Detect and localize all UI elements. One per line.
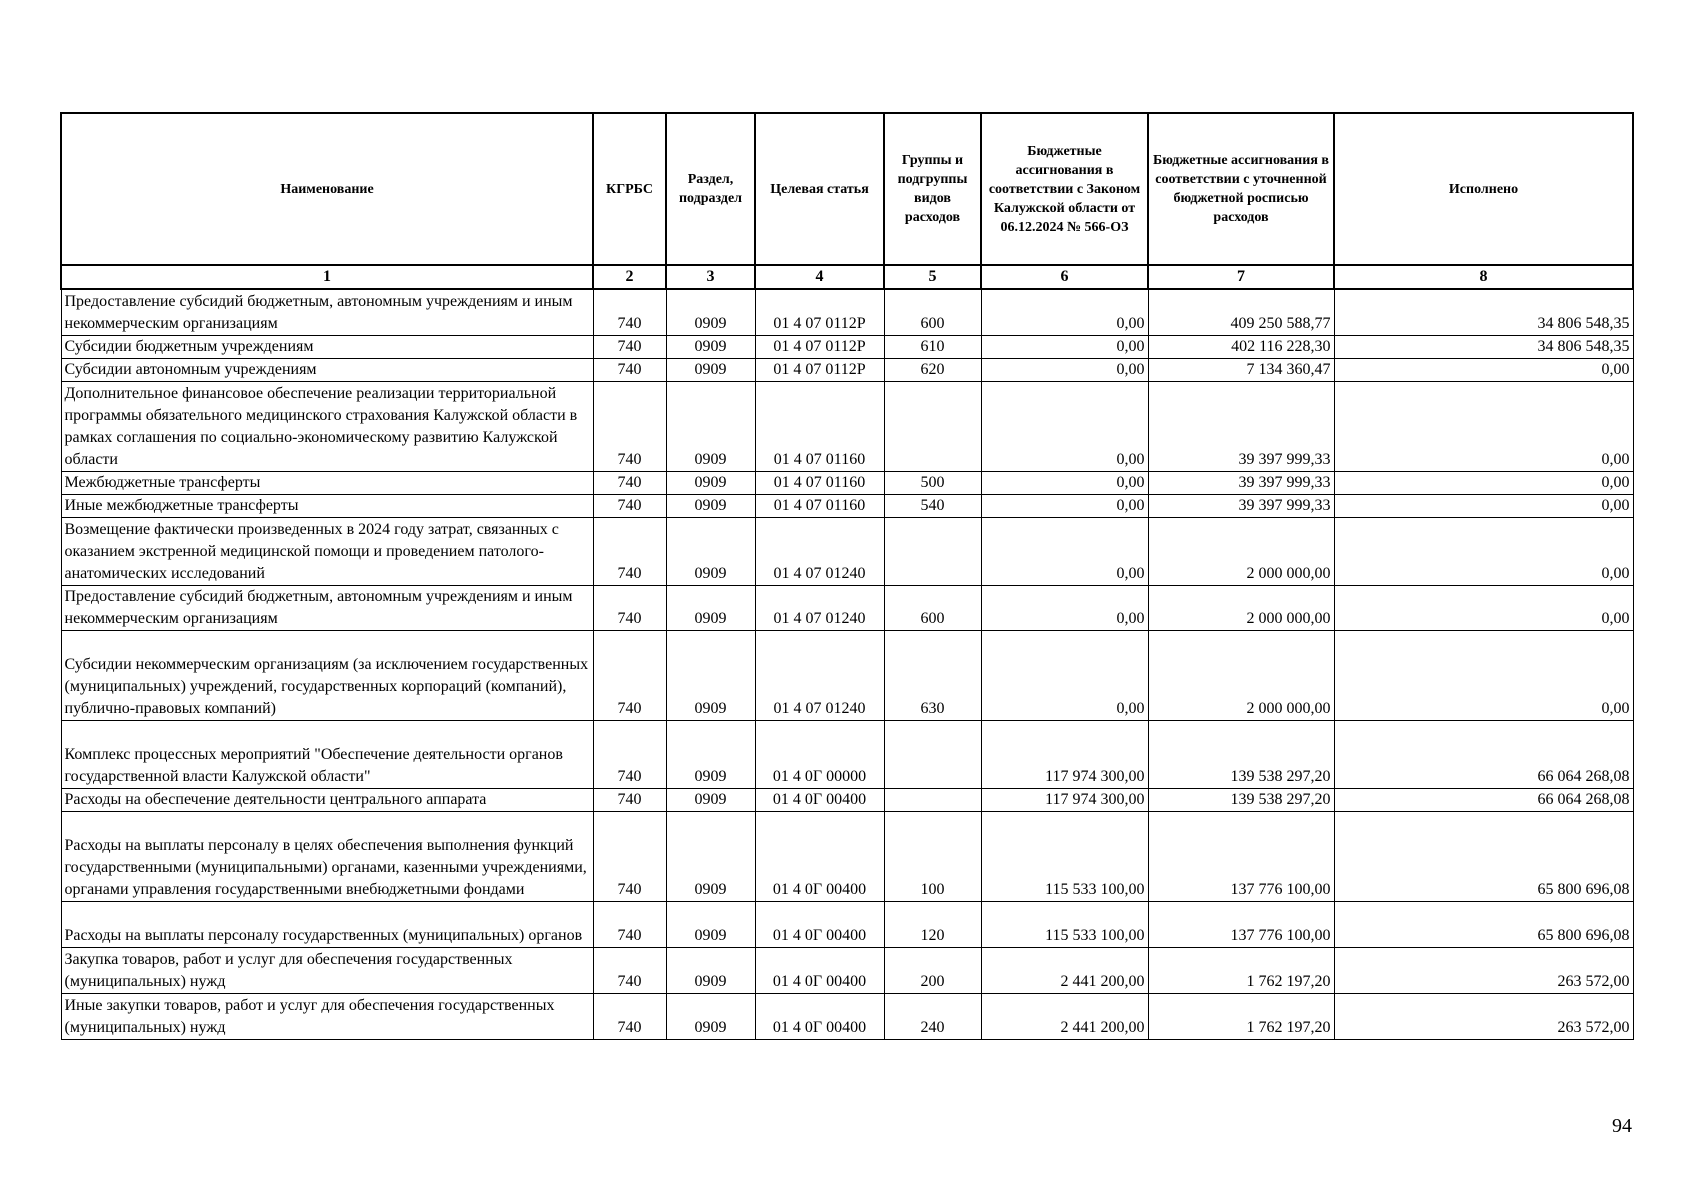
row-target-article: 01 4 07 0112Р — [755, 289, 884, 335]
row-executed-amount: 34 806 548,35 — [1334, 289, 1633, 335]
row-kgrbs: 740 — [593, 947, 666, 993]
header-target-article: Целевая статья — [755, 113, 884, 265]
row-law-amount: 0,00 — [981, 494, 1148, 517]
row-expense-group: 100 — [884, 811, 981, 901]
page-number: 94 — [1612, 1115, 1632, 1137]
row-executed-amount: 66 064 268,08 — [1334, 720, 1633, 788]
row-executed-amount: 0,00 — [1334, 471, 1633, 494]
row-kgrbs: 740 — [593, 720, 666, 788]
row-refined-amount: 7 134 360,47 — [1148, 358, 1334, 381]
row-refined-amount: 2 000 000,00 — [1148, 630, 1334, 720]
row-refined-amount: 139 538 297,20 — [1148, 788, 1334, 811]
row-executed-amount: 263 572,00 — [1334, 947, 1633, 993]
row-executed-amount: 0,00 — [1334, 630, 1633, 720]
row-executed-amount: 65 800 696,08 — [1334, 901, 1633, 947]
row-expense-group: 500 — [884, 471, 981, 494]
row-section: 0909 — [666, 494, 755, 517]
table-row — [61, 585, 1633, 630]
table-row — [61, 358, 1633, 381]
row-law-amount: 0,00 — [981, 335, 1148, 358]
row-target-article: 01 4 07 01240 — [755, 517, 884, 585]
row-refined-amount: 137 776 100,00 — [1148, 901, 1334, 947]
row-executed-amount: 0,00 — [1334, 381, 1633, 471]
row-refined-amount: 402 116 228,30 — [1148, 335, 1334, 358]
row-expense-group: 540 — [884, 494, 981, 517]
row-kgrbs: 740 — [593, 471, 666, 494]
row-expense-group: 630 — [884, 630, 981, 720]
row-section: 0909 — [666, 517, 755, 585]
row-section: 0909 — [666, 358, 755, 381]
row-law-amount: 0,00 — [981, 381, 1148, 471]
table-row — [61, 811, 1633, 901]
row-law-amount: 2 441 200,00 — [981, 947, 1148, 993]
row-refined-amount: 39 397 999,33 — [1148, 494, 1334, 517]
row-expense-group: 610 — [884, 335, 981, 358]
row-name: Расходы на выплаты персоналу государственных (муниципальных) органов — [61, 901, 593, 947]
row-section: 0909 — [666, 901, 755, 947]
header-name: Наименование — [61, 113, 593, 265]
row-name: Субсидии некоммерческим организациям (за исключением государственных (муниципальных) учреждений, государственных корпораций (компаний), публично-правовых компаний) — [61, 630, 593, 720]
row-target-article: 01 4 0Г 00400 — [755, 947, 884, 993]
header-kgrbs: КГРБС — [593, 113, 666, 265]
table-row — [61, 289, 1633, 335]
row-section: 0909 — [666, 788, 755, 811]
row-section: 0909 — [666, 289, 755, 335]
row-executed-amount: 263 572,00 — [1334, 993, 1633, 1039]
row-expense-group: 620 — [884, 358, 981, 381]
row-target-article: 01 4 0Г 00400 — [755, 811, 884, 901]
row-section: 0909 — [666, 630, 755, 720]
row-expense-group — [884, 517, 981, 585]
row-section: 0909 — [666, 381, 755, 471]
budget-execution-table — [60, 112, 1634, 1040]
column-number: 5 — [884, 265, 981, 289]
row-target-article: 01 4 07 01160 — [755, 471, 884, 494]
row-name: Расходы на обеспечение деятельности центрального аппарата — [61, 788, 593, 811]
row-target-article: 01 4 0Г 00400 — [755, 788, 884, 811]
row-law-amount: 0,00 — [981, 585, 1148, 630]
row-expense-group: 200 — [884, 947, 981, 993]
row-law-amount: 0,00 — [981, 289, 1148, 335]
row-refined-amount: 137 776 100,00 — [1148, 811, 1334, 901]
header-executed: Исполнено — [1334, 113, 1633, 265]
column-number: 8 — [1334, 265, 1633, 289]
table-body — [61, 289, 1633, 1039]
row-refined-amount: 2 000 000,00 — [1148, 517, 1334, 585]
table-row — [61, 381, 1633, 471]
header-section: Раздел, подраздел — [666, 113, 755, 265]
row-expense-group — [884, 381, 981, 471]
row-law-amount: 0,00 — [981, 358, 1148, 381]
row-name: Иные межбюджетные трансферты — [61, 494, 593, 517]
row-name: Субсидии бюджетным учреждениям — [61, 335, 593, 358]
row-name: Дополнительное финансовое обеспечение реализации территориальной программы обязательного медицинского страхования Калужской области в рамках соглашения по социально-экономическому развитию Калужской области — [61, 381, 593, 471]
row-law-amount: 0,00 — [981, 471, 1148, 494]
row-target-article: 01 4 07 01240 — [755, 585, 884, 630]
row-section: 0909 — [666, 335, 755, 358]
row-law-amount: 117 974 300,00 — [981, 788, 1148, 811]
header-refined-appropriations: Бюджетные ассигнования в соответствии с уточненной бюджетной росписью расходов — [1148, 113, 1334, 265]
row-executed-amount: 0,00 — [1334, 517, 1633, 585]
row-kgrbs: 740 — [593, 358, 666, 381]
row-target-article: 01 4 07 0112Р — [755, 358, 884, 381]
row-refined-amount: 39 397 999,33 — [1148, 471, 1334, 494]
table-row — [61, 993, 1633, 1039]
row-kgrbs: 740 — [593, 289, 666, 335]
row-target-article: 01 4 07 01240 — [755, 630, 884, 720]
row-refined-amount: 2 000 000,00 — [1148, 585, 1334, 630]
row-executed-amount: 66 064 268,08 — [1334, 788, 1633, 811]
table-row — [61, 335, 1633, 358]
row-law-amount: 0,00 — [981, 630, 1148, 720]
row-name: Комплекс процессных мероприятий "Обеспечение деятельности органов государственной власти Калужской области" — [61, 720, 593, 788]
row-kgrbs: 740 — [593, 901, 666, 947]
row-section: 0909 — [666, 471, 755, 494]
row-refined-amount: 409 250 588,77 — [1148, 289, 1334, 335]
column-number-row — [61, 265, 1633, 289]
row-kgrbs: 740 — [593, 993, 666, 1039]
column-number: 1 — [61, 265, 593, 289]
header-row — [61, 113, 1633, 265]
row-kgrbs: 740 — [593, 630, 666, 720]
row-section: 0909 — [666, 947, 755, 993]
row-kgrbs: 740 — [593, 517, 666, 585]
table-row — [61, 720, 1633, 788]
header-law-appropriations: Бюджетные ассигнования в соответствии с Законом Калужской области от 06.12.2024 № 566-ОЗ — [981, 113, 1148, 265]
row-kgrbs: 740 — [593, 585, 666, 630]
row-expense-group — [884, 720, 981, 788]
row-executed-amount: 0,00 — [1334, 585, 1633, 630]
table-row — [61, 494, 1633, 517]
row-name: Закупка товаров, работ и услуг для обеспечения государственных (муниципальных) нужд — [61, 947, 593, 993]
row-name: Предоставление субсидий бюджетным, автономным учреждениям и иным некоммерческим организациям — [61, 289, 593, 335]
row-target-article: 01 4 07 01160 — [755, 381, 884, 471]
row-expense-group: 600 — [884, 585, 981, 630]
row-target-article: 01 4 0Г 00000 — [755, 720, 884, 788]
row-law-amount: 2 441 200,00 — [981, 993, 1148, 1039]
table-row — [61, 517, 1633, 585]
table-row — [61, 471, 1633, 494]
row-law-amount: 117 974 300,00 — [981, 720, 1148, 788]
row-kgrbs: 740 — [593, 811, 666, 901]
row-name: Возмещение фактически произведенных в 2024 году затрат, связанных с оказанием экстренной медицинской помощи и проведением патолого-анатомических исследований — [61, 517, 593, 585]
row-refined-amount: 39 397 999,33 — [1148, 381, 1334, 471]
row-name: Субсидии автономным учреждениям — [61, 358, 593, 381]
row-target-article: 01 4 0Г 00400 — [755, 993, 884, 1039]
table-row — [61, 901, 1633, 947]
row-name: Иные закупки товаров, работ и услуг для обеспечения государственных (муниципальных) нужд — [61, 993, 593, 1039]
row-executed-amount: 65 800 696,08 — [1334, 811, 1633, 901]
row-refined-amount: 139 538 297,20 — [1148, 720, 1334, 788]
column-number: 7 — [1148, 265, 1334, 289]
table-row — [61, 788, 1633, 811]
row-expense-group — [884, 788, 981, 811]
row-executed-amount: 0,00 — [1334, 358, 1633, 381]
row-target-article: 01 4 07 0112Р — [755, 335, 884, 358]
row-target-article: 01 4 0Г 00400 — [755, 901, 884, 947]
row-expense-group: 120 — [884, 901, 981, 947]
row-name: Расходы на выплаты персоналу в целях обеспечения выполнения функций государственными (муниципальными) органами, казенными учреждениями, органами управления государственными внебюджетными фондами — [61, 811, 593, 901]
row-target-article: 01 4 07 01160 — [755, 494, 884, 517]
row-executed-amount: 34 806 548,35 — [1334, 335, 1633, 358]
column-number: 3 — [666, 265, 755, 289]
row-kgrbs: 740 — [593, 494, 666, 517]
row-law-amount: 0,00 — [981, 517, 1148, 585]
row-refined-amount: 1 762 197,20 — [1148, 993, 1334, 1039]
row-section: 0909 — [666, 811, 755, 901]
row-section: 0909 — [666, 585, 755, 630]
row-name: Межбюджетные трансферты — [61, 471, 593, 494]
row-name: Предоставление субсидий бюджетным, автономным учреждениям и иным некоммерческим организациям — [61, 585, 593, 630]
column-number: 2 — [593, 265, 666, 289]
row-kgrbs: 740 — [593, 381, 666, 471]
table-row — [61, 947, 1633, 993]
row-section: 0909 — [666, 720, 755, 788]
row-kgrbs: 740 — [593, 335, 666, 358]
row-kgrbs: 740 — [593, 788, 666, 811]
row-law-amount: 115 533 100,00 — [981, 811, 1148, 901]
row-law-amount: 115 533 100,00 — [981, 901, 1148, 947]
table-row — [61, 630, 1633, 720]
column-number: 6 — [981, 265, 1148, 289]
row-expense-group: 600 — [884, 289, 981, 335]
column-number: 4 — [755, 265, 884, 289]
row-refined-amount: 1 762 197,20 — [1148, 947, 1334, 993]
row-section: 0909 — [666, 993, 755, 1039]
row-expense-group: 240 — [884, 993, 981, 1039]
row-executed-amount: 0,00 — [1334, 494, 1633, 517]
header-expense-groups: Группы и подгруппы видов расходов — [884, 113, 981, 265]
